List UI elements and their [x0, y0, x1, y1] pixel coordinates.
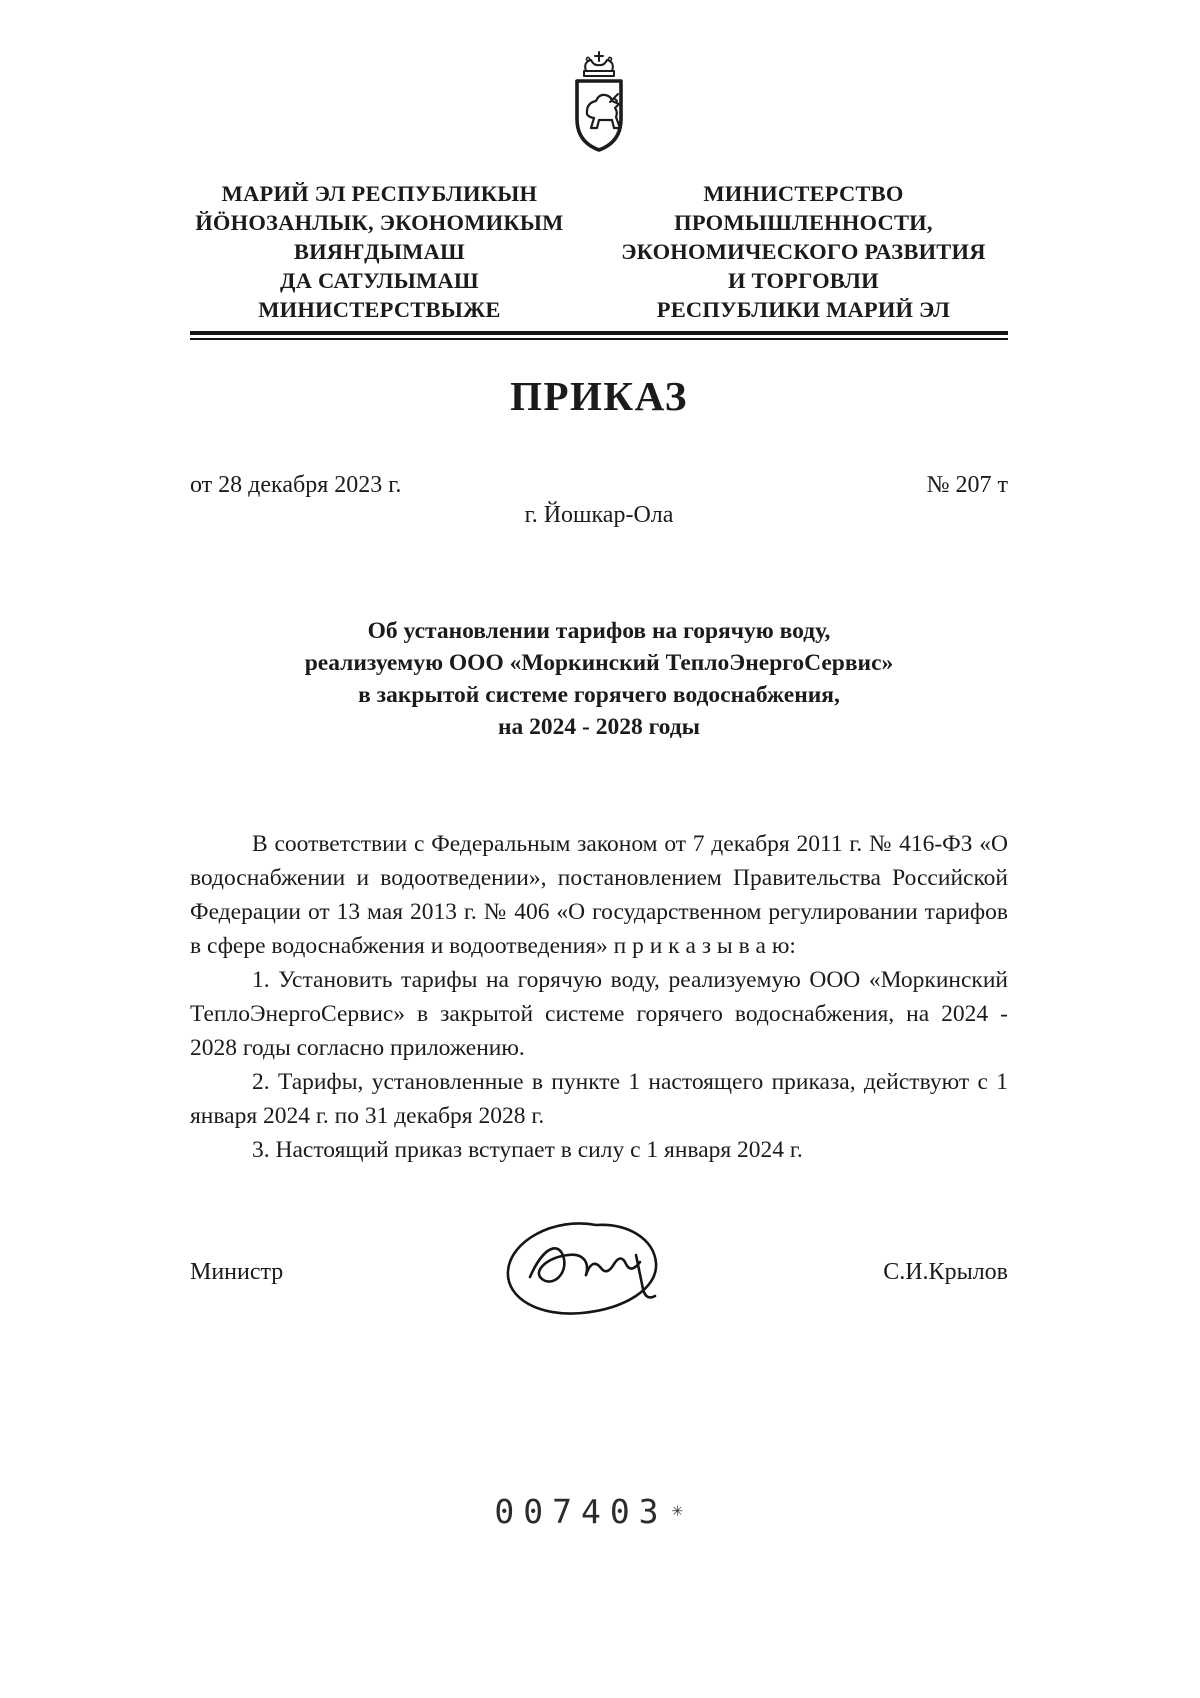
- subject-line: на 2024 - 2028 годы: [497, 714, 700, 740]
- coat-of-arms-icon: [557, 50, 641, 166]
- letterhead-mari: [190, 179, 569, 324]
- signatory-name: С.И.Крылов: [883, 1259, 1008, 1285]
- subject-line: реализуемую ООО «Моркинский ТеплоЭнергоСервис»: [304, 650, 894, 676]
- letterhead-mari-line: ВИЯҤДЫМАШ: [293, 239, 465, 264]
- order-body: [190, 827, 1008, 1167]
- letterhead-russian-line: ЭКОНОМИЧЕСКОГО РАЗВИТИЯ: [621, 239, 986, 264]
- letterhead: [190, 179, 1008, 324]
- letterhead-russian-line: ПРОМЫШЛЕННОСТИ,: [674, 210, 933, 235]
- letterhead-mari-line: МАРИЙ ЭЛ РЕСПУБЛИКЫН: [221, 181, 538, 206]
- letterhead-mari-line: МИНИСТЕРСТВЫЖЕ: [258, 297, 501, 322]
- order-city: г. Йошкар-Ола: [524, 502, 674, 528]
- body-paragraph-item-1: 1. Установить тарифы на горячую воду, реализуемую ООО «Моркинский ТеплоЭнергоСервис» в закрытой системе горячего водоснабжения, на 2024 - 2028 годы согласно приложению.: [190, 967, 1008, 1061]
- coat-of-arms-mari-el-icon: [556, 50, 642, 171]
- letterhead-divider: [190, 331, 1008, 340]
- body-paragraph-preamble: В соответствии с Федеральным законом от 7 декабря 2011 г. № 416-ФЗ «О водоснабжении и водоотведении», постановлением Правительства Российской Федерации от 13 мая 2013 г. № 406 «О государственном регулировании тарифов в сфере водоснабжения и водоотведения» п р и к а з ы в а ю:: [190, 831, 1008, 959]
- letterhead-russian-line: МИНИСТЕРСТВО: [703, 181, 904, 206]
- document-title: ПРИКАЗ: [510, 373, 688, 419]
- letterhead-russian-line: РЕСПУБЛИКИ МАРИЙ ЭЛ: [656, 297, 951, 322]
- body-paragraph-item-2: 2. Тарифы, установленные в пункте 1 настоящего приказа, действуют с 1 января 2024 г. по 31 декабря 2028 г.: [190, 1069, 1008, 1129]
- letterhead-russian: [599, 179, 1008, 324]
- order-date: от 28 декабря 2023 г.: [190, 472, 402, 498]
- body-paragraph-item-3: 3. Настоящий приказ вступает в силу с 1 января 2024 г.: [252, 1137, 803, 1163]
- stamp-asterisk-icon: ✳: [671, 1499, 684, 1521]
- handwritten-signature-icon: [468, 1215, 698, 1330]
- date-number-row: [190, 472, 1008, 499]
- subject-line: Об установлении тарифов на горячую воду,: [367, 618, 831, 644]
- order-subject: [190, 615, 1008, 743]
- letterhead-russian-line: И ТОРГОВЛИ: [728, 268, 879, 293]
- letterhead-mari-line: ЙӦНОЗАНЛЫК, ЭКОНОМИКЫМ: [195, 210, 564, 235]
- signature-icon: [468, 1215, 698, 1323]
- registration-stamp: [494, 1492, 683, 1531]
- stamp-number: 007403: [494, 1492, 668, 1531]
- signatory-position: Министр: [190, 1259, 284, 1285]
- signature-block: [190, 1215, 1008, 1330]
- subject-line: в закрытой системе горячего водоснабжения,: [358, 682, 840, 708]
- letterhead-mari-line: ДА САТУЛЫМАШ: [280, 268, 479, 293]
- order-number: № 207 т: [926, 472, 1008, 498]
